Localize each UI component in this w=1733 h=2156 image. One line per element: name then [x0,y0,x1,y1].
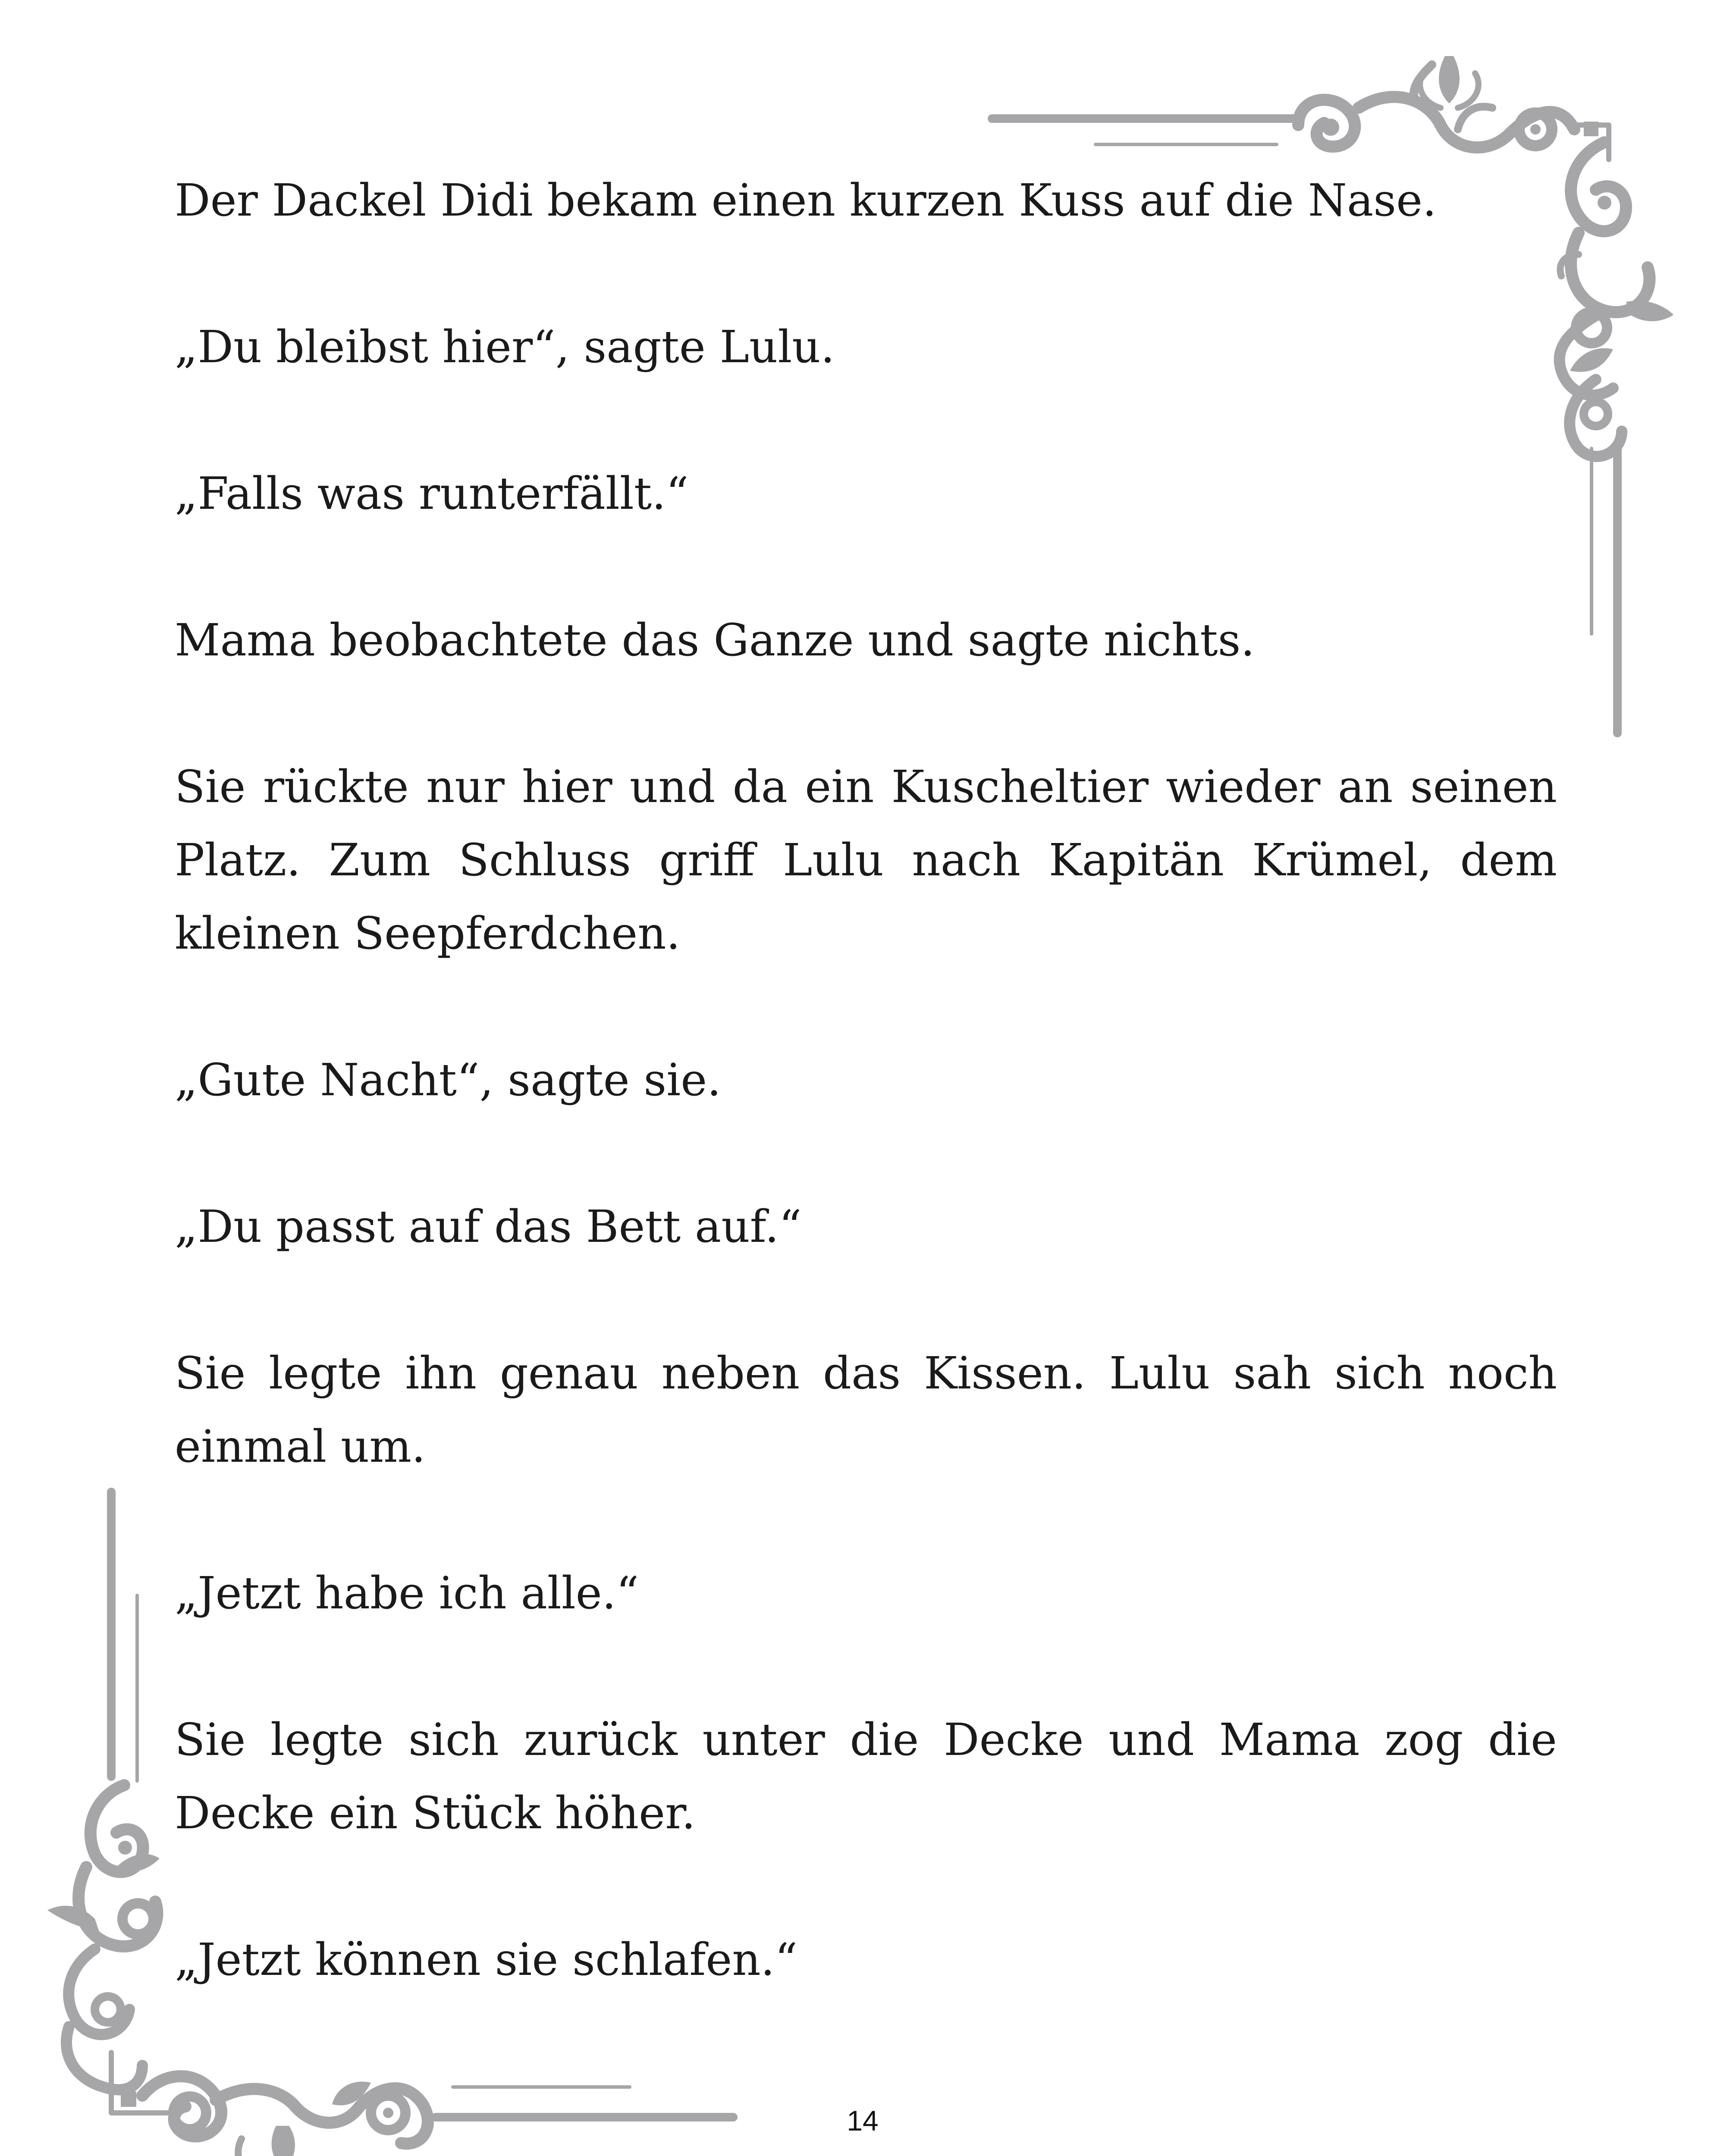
body-text [175,164,1557,2070]
page-number: 14 [847,2105,879,2137]
paragraph: „Du bleibst hier“, sagte Lulu. [175,321,835,373]
paragraph: „Falls was runterfällt.“ [175,468,689,520]
paragraph: Sie rückte nur hier und da ein Kuscheltier wieder an seinen Platz. Zum Schluss griff Lulu nach Kapitän Krümel, dem kleinen Seepferdchen. [175,761,1557,959]
paragraph: „Jetzt können sie schlafen.“ [175,1934,798,1986]
paragraph: „Du passt auf das Bett auf.“ [175,1201,802,1253]
paragraph: „Jetzt habe ich alle.“ [175,1567,639,1619]
paragraph: „Gute Nacht“, sagte sie. [175,1054,721,1106]
paragraph: Mama beobachtete das Ganze und sagte nichts. [175,614,1255,666]
paragraph: Sie legte ihn genau neben das Kissen. Lulu sah sich noch einmal um. [175,1348,1557,1473]
paragraph: Sie legte sich zurück unter die Decke und Mama zog die Decke ein Stück höher. [175,1714,1557,1839]
paragraph: Der Dackel Didi bekam einen kurzen Kuss auf die Nase. [175,175,1437,226]
